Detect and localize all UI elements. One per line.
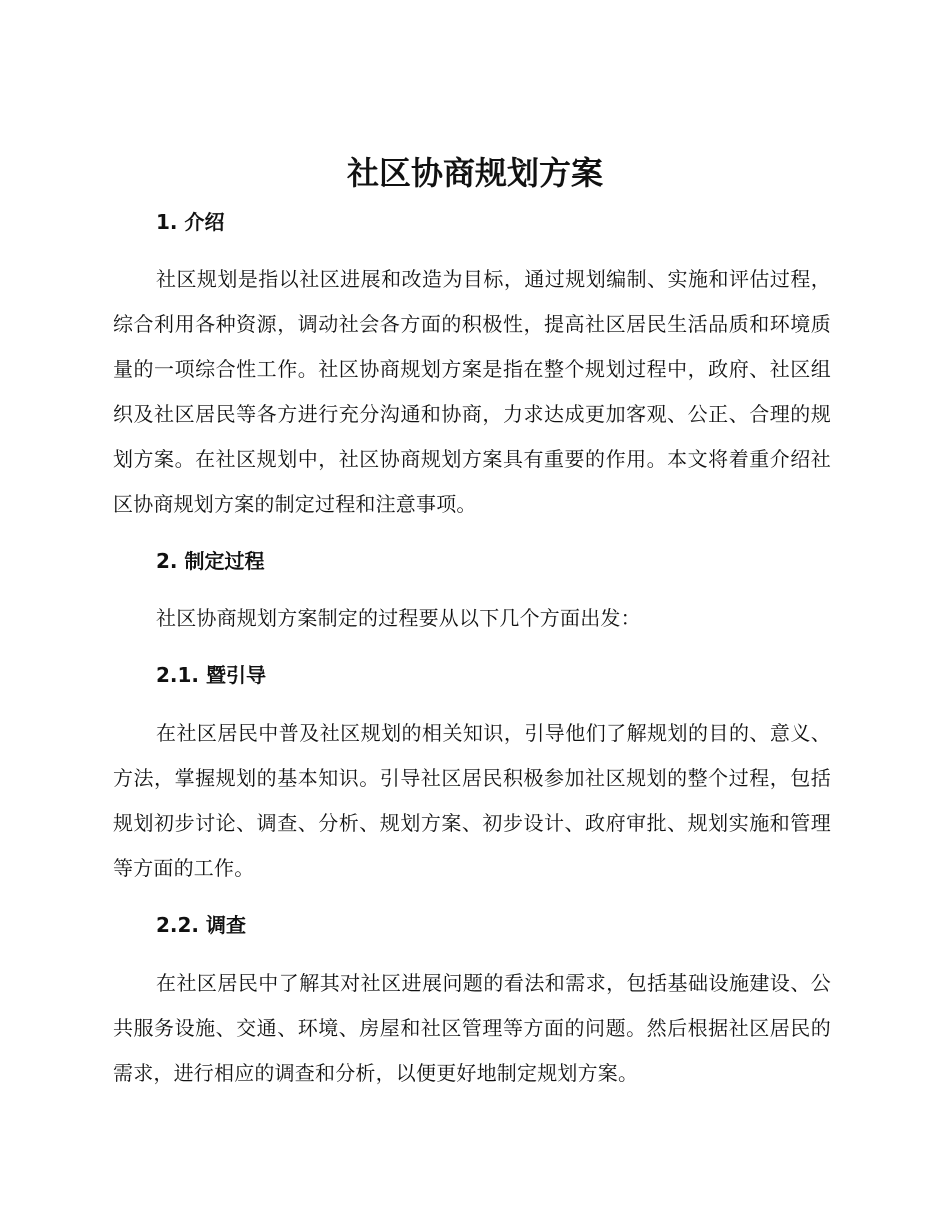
section-heading-introduction: 1. 介绍 (156, 210, 225, 234)
section-heading-process: 2. 制定过程 (156, 549, 265, 573)
section-heading-guidance: 2.1. 暨引导 (156, 663, 266, 687)
section-paragraph-introduction: 社区规划是指以社区进展和改造为目标，通过规划编制、实施和评估过程，综合利用各种资源，调动社会各方面的积极性，提高社区居民生活品质和环境质量的一项综合性工作。社区协商规划方案是指在整个规划过程中，政府、社区组织及社区居民等各方进行充分沟通和协商，力求达成更加客观、公正、合理的规划方案。在社区规划中，社区协商规划方案具有重要的作用。本文将着重介绍社区协商规划方案的制定过程和注意事项。 (113, 267, 831, 516)
section-paragraph-guidance: 在社区居民中普及社区规划的相关知识，引导他们了解规划的目的、意义、方法，掌握规划的基本知识。引导社区居民积极参加社区规划的整个过程，包括规划初步讨论、调查、分析、规划方案、初步设计、政府审批、规划实施和管理等方面的工作。 (113, 721, 831, 880)
section-paragraph-process: 社区协商规划方案制定的过程要从以下几个方面出发： (156, 606, 641, 630)
section-paragraph-survey: 在社区居民中了解其对社区进展问题的看法和需求，包括基础设施建设、公共服务设施、交通、环境、房屋和社区管理等方面的问题。然后根据社区居民的需求，进行相应的调查和分析，以便更好地制定规划方案。 (113, 971, 831, 1085)
section-heading-survey: 2.2. 调查 (156, 913, 246, 937)
document-title: 社区协商规划方案 (346, 154, 603, 192)
